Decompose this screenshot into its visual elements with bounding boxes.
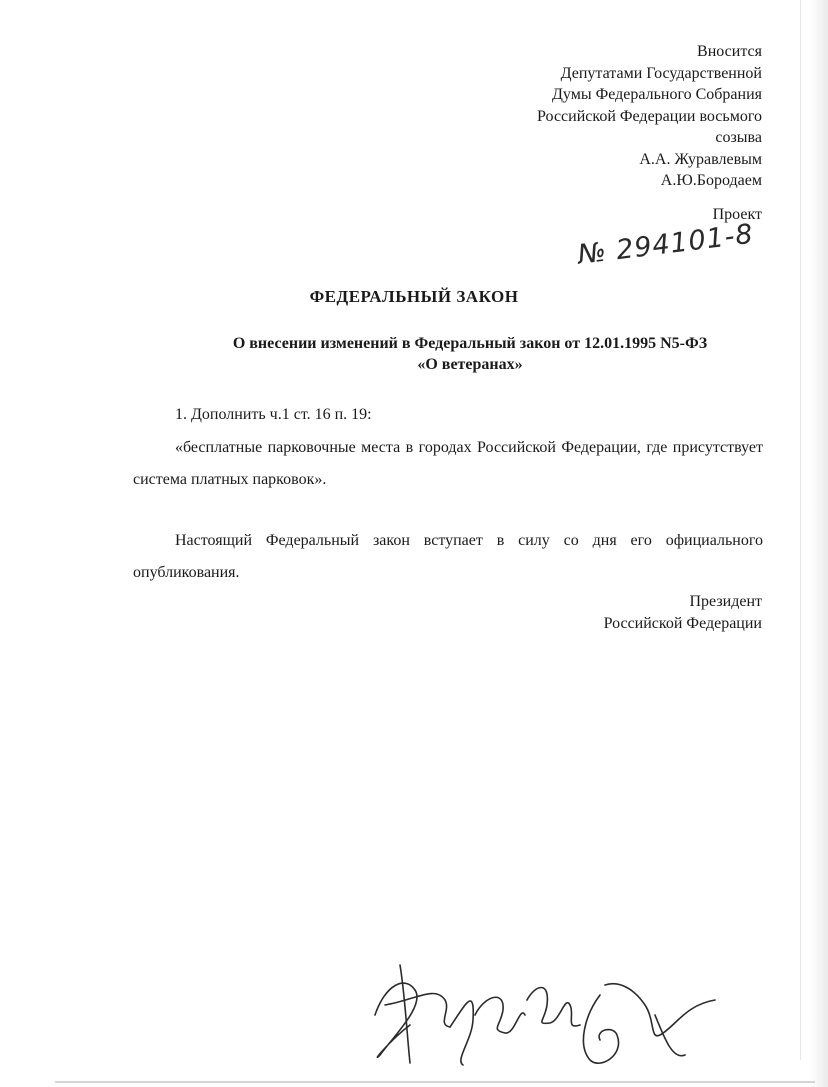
sender-line: Вносится xyxy=(697,43,762,60)
signature-line: Российской Федерации xyxy=(603,614,762,632)
law-subtitle xyxy=(190,333,750,375)
body-paragraph-3: Настоящий Федеральный закон вступает в силу со дня его официального опубликования. xyxy=(133,532,763,581)
law-subtitle-line: «О ветеранах» xyxy=(417,356,523,373)
project-label: Проект xyxy=(712,206,762,223)
signature-stroke xyxy=(450,1001,473,1065)
sender-line: А.А. Журавлевым xyxy=(639,150,762,168)
signature-line: Президент xyxy=(689,593,762,610)
sender-line: Думы Федерального Собрания xyxy=(552,86,762,103)
signature-stroke xyxy=(583,995,618,1063)
signature-stroke xyxy=(400,965,410,1063)
sender-line: А.Ю.Бородаем xyxy=(660,172,762,189)
body-paragraph-1: 1. Дополнить ч.1 ст. 16 п. 19: xyxy=(175,406,372,423)
sender-block xyxy=(442,41,762,192)
sender-line: Депутатами Государственной xyxy=(560,64,762,82)
handwritten-signatures xyxy=(355,945,735,1075)
law-subtitle-line: О внесении изменений в Федеральный закон от 12.01.1995 N5-ФЗ xyxy=(232,335,708,352)
page-fold-line xyxy=(800,0,801,1060)
sender-line: созыва xyxy=(715,129,762,146)
body-paragraph-2: «бесплатные парковочные места в городах Российской Федерации, где присутствует система платных парковок». xyxy=(133,439,763,488)
sender-line: Российской Федерации восьмого xyxy=(537,107,762,125)
law-title: ФЕДЕРАЛЬНЫЙ ЗАКОН xyxy=(309,287,519,306)
signature-block xyxy=(604,591,762,634)
signature-stroke xyxy=(375,983,417,1057)
signature-stroke xyxy=(475,997,525,1033)
page-bottom-edge xyxy=(55,1081,815,1083)
signature-stroke xyxy=(527,988,580,1026)
page-edge-shadow xyxy=(810,0,828,1087)
handwritten-registration-number: № 294101-8 xyxy=(576,218,756,271)
